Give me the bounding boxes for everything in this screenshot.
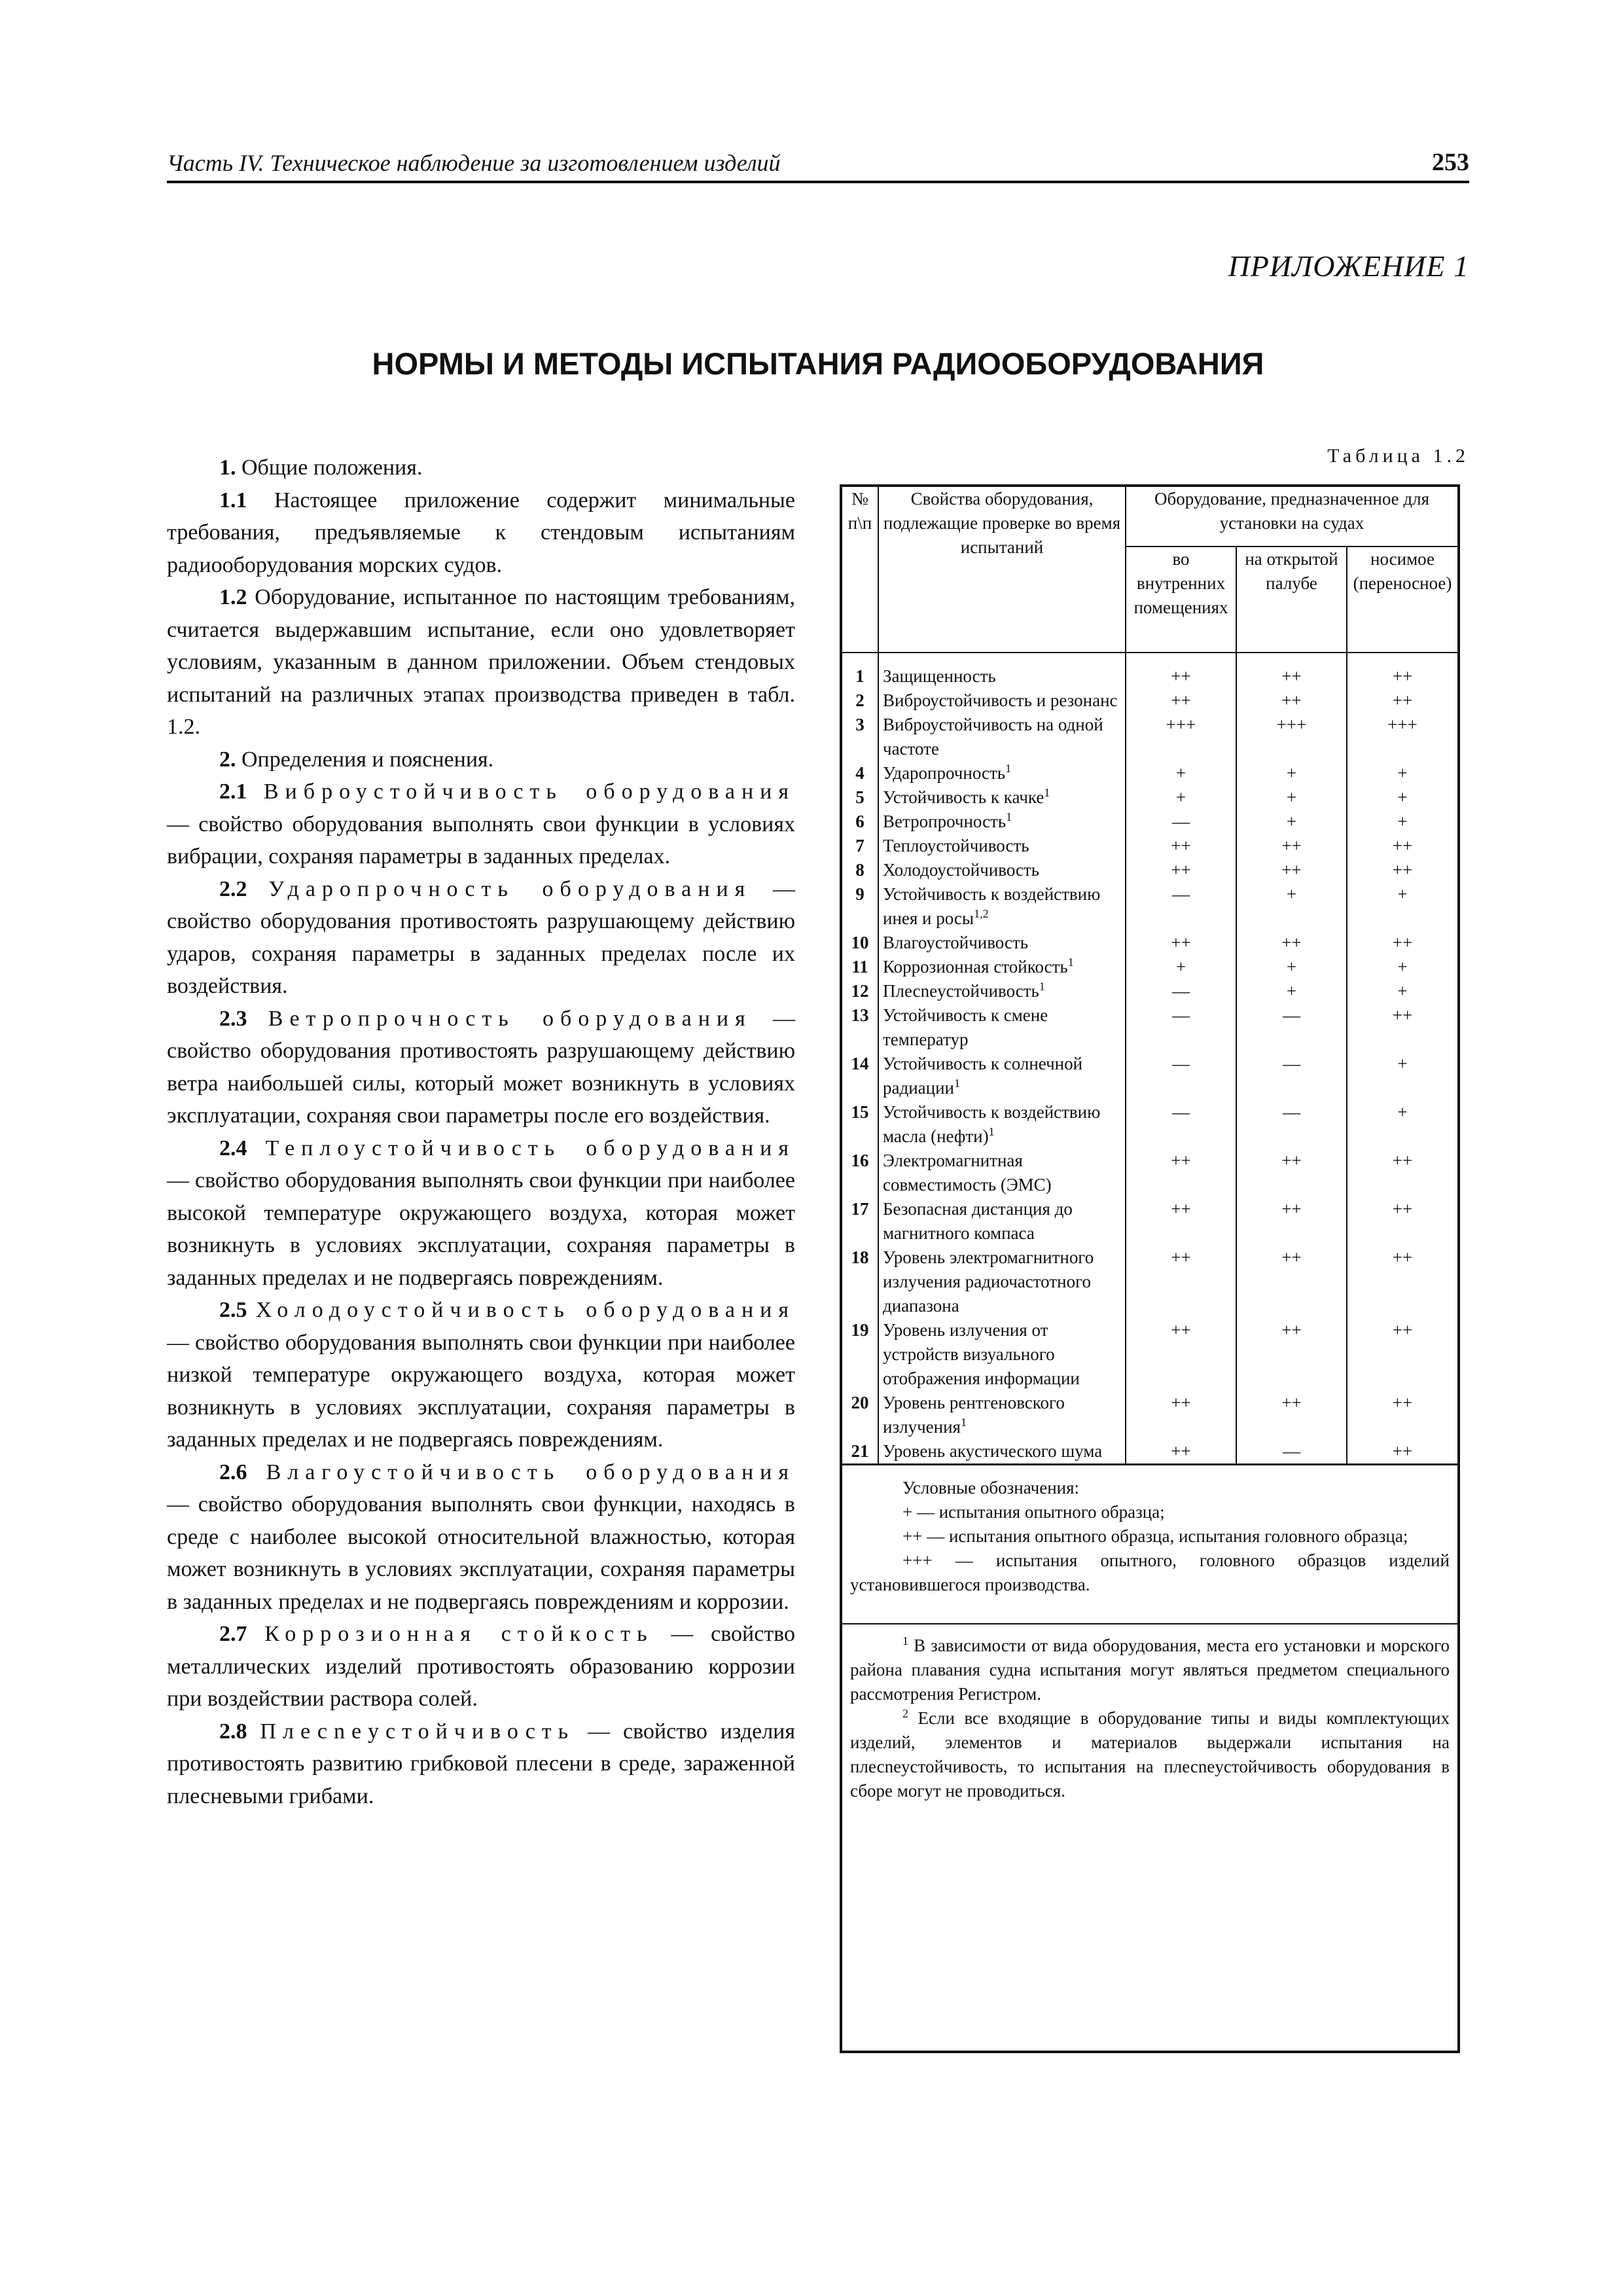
definition <box>167 1715 795 1813</box>
paragraph-number: 1.2 <box>219 585 247 609</box>
paragraph-number: 2.5 <box>219 1298 247 1322</box>
legend-title: Условные обозначения: <box>902 1478 1080 1498</box>
table-row <box>842 834 1457 858</box>
table-row <box>842 810 1457 834</box>
table-row <box>842 882 1457 931</box>
property-name: Ветропрочность <box>883 812 1007 831</box>
row-property <box>878 834 1126 858</box>
property-name: Ударопрочность <box>883 763 1006 783</box>
defined-term: Холодоустойчивость оборудования <box>255 1298 795 1322</box>
page-title: НОРМЫ И МЕТОДЫ ИСПЫТАНИЯ РАДИООБОРУДОВАНИЯ <box>372 346 1264 381</box>
mark-portable: ++ <box>1347 931 1457 955</box>
property-name: Устойчивость к солнечной радиации <box>883 1054 1083 1098</box>
legend <box>842 1463 1457 1597</box>
footnote-1 <box>850 1634 1450 1706</box>
table-row <box>842 1246 1457 1318</box>
section-2-heading <box>167 744 795 776</box>
mark-inside: + <box>1175 763 1186 783</box>
footnote-text: В зависимости от вида оборудования, места его установки и морского района плавания судна испытания могут являться предметом специального рассмотрения Регистром. <box>850 1636 1450 1704</box>
norms-table-frame <box>840 484 1460 2053</box>
table-row <box>842 761 1457 785</box>
defined-term: Виброустойчивость оборудования <box>263 780 795 804</box>
footnote-ref: 1,2 <box>974 907 989 920</box>
table-row <box>842 713 1457 761</box>
mark-open-deck: ++ <box>1236 1318 1347 1391</box>
property-name: Виброустойчивость и резонанс <box>883 691 1118 710</box>
property-name: Безопасная дистанция до магнитного компаса <box>883 1199 1073 1243</box>
text-column <box>167 452 795 1812</box>
mark-inside: ++ <box>1171 1393 1191 1412</box>
mark-open-deck: ++ <box>1236 689 1347 713</box>
row-property <box>878 931 1126 955</box>
mark-portable: ++ <box>1347 1149 1457 1197</box>
header-property: Свойства оборудования, подлежащие проверке во время испытаний <box>878 487 1126 653</box>
mark-portable: ++ <box>1347 1246 1457 1318</box>
mark-inside: ++ <box>1171 836 1191 855</box>
row-number: 7 <box>842 834 878 858</box>
norms-table <box>842 487 1457 1463</box>
property-name: Холодоустойчивость <box>883 860 1040 880</box>
footnote-2 <box>850 1706 1450 1803</box>
mark-portable: ++ <box>1347 1391 1457 1439</box>
header-number: № п\п <box>842 487 878 653</box>
paragraph-number: 2.6 <box>219 1460 247 1484</box>
row-property <box>878 810 1126 834</box>
mark-portable: ++ <box>1347 689 1457 713</box>
definition <box>167 776 795 873</box>
row-number: 15 <box>842 1100 878 1149</box>
table-caption: Таблица 1.2 <box>1327 445 1469 467</box>
defined-term: Ударопрочность оборудования <box>268 876 752 901</box>
row-property <box>878 1197 1126 1246</box>
mark-portable: + <box>1347 1052 1457 1100</box>
legend-item: +++ — испытания опытного, головного образцов изделий установившегося производства. <box>850 1551 1450 1594</box>
row-number: 10 <box>842 931 878 955</box>
property-name: Теплоустойчивость <box>883 836 1029 855</box>
mark-inside: ++ <box>1171 860 1191 880</box>
defined-term: Плесneустойчивость <box>260 1719 575 1744</box>
defined-term: Влагоустойчивость оборудования <box>266 1460 796 1484</box>
footnote-ref: 1 <box>1006 810 1012 823</box>
definition-text: — свойство оборудования выполнять свои функции в условиях вибрации, сохраняя параметры в заданных пределах. <box>167 812 795 869</box>
mark-open-deck: ++ <box>1236 1149 1347 1197</box>
footnote-mark: 2 <box>902 1707 908 1720</box>
property-name: Уровень рентгеновского излучения <box>883 1393 1065 1437</box>
page-header <box>167 143 1469 183</box>
mark-inside: ++ <box>1171 933 1191 952</box>
header-inside: во внутренних помещениях <box>1126 547 1236 653</box>
row-property <box>878 1439 1126 1463</box>
mark-inside: ++ <box>1171 1320 1191 1340</box>
footnote-mark: 1 <box>902 1634 908 1647</box>
definition-text: — свойство оборудования противостоять разрушающему действию ударов, сохраняя параметры в заданных пределах после их воздействия. <box>167 876 795 998</box>
property-name: Коррозионная стойкость <box>883 957 1068 977</box>
paragraph <box>167 581 795 744</box>
property-name: Плесneустойчивость <box>883 981 1039 1001</box>
mark-portable: + <box>1347 810 1457 834</box>
paragraph-number: 2.8 <box>219 1719 247 1744</box>
mark-open-deck: ++ <box>1236 1391 1347 1439</box>
mark-inside: ++ <box>1171 1151 1191 1170</box>
table-row <box>842 1197 1457 1246</box>
table-row <box>842 664 1457 689</box>
row-number: 20 <box>842 1391 878 1439</box>
paragraph-number: 2.4 <box>219 1136 247 1160</box>
paragraph-number: 2.7 <box>219 1622 247 1646</box>
mark-open-deck: ++ <box>1236 931 1347 955</box>
mark-portable: ++ <box>1347 1439 1457 1463</box>
row-property <box>878 761 1126 785</box>
row-property <box>878 1391 1126 1439</box>
footnote-ref: 1 <box>954 1077 961 1090</box>
row-property <box>878 1003 1126 1052</box>
paragraph-number: 1.1 <box>219 488 247 512</box>
table-row <box>842 1439 1457 1463</box>
table-row <box>842 1100 1457 1149</box>
row-number: 1 <box>842 664 878 689</box>
paragraph-text: Оборудование, испытанное по настоящим требованиям, считается выдержавшим испытание, если оно удовлетворяет условиям, указанным в данном приложении. Объем стендовых испытаний на различных этапах производства приведен в табл. 1.2. <box>167 585 795 739</box>
footnote-ref: 1 <box>1005 762 1012 775</box>
table-row <box>842 1318 1457 1391</box>
legend-item: + — испытания опытного образца; <box>902 1502 1165 1522</box>
mark-inside: — <box>1172 981 1190 1001</box>
row-number: 5 <box>842 785 878 810</box>
mark-open-deck: ++ <box>1236 1197 1347 1246</box>
mark-inside: — <box>1172 1054 1190 1073</box>
footnote-ref: 1 <box>1067 956 1074 969</box>
mark-open-deck: + <box>1236 979 1347 1003</box>
mark-portable: + <box>1347 761 1457 785</box>
table-row <box>842 1149 1457 1197</box>
mark-open-deck: +++ <box>1236 713 1347 761</box>
row-property <box>878 979 1126 1003</box>
mark-inside: + <box>1175 957 1186 977</box>
mark-open-deck: — <box>1236 1439 1347 1463</box>
row-number: 19 <box>842 1318 878 1391</box>
mark-inside: ++ <box>1171 691 1191 710</box>
mark-open-deck: — <box>1236 1100 1347 1149</box>
header-open-deck: на открытой палубе <box>1236 547 1347 653</box>
mark-portable: ++ <box>1347 858 1457 882</box>
property-name: Уровень акустического шума <box>883 1441 1103 1461</box>
footnotes <box>842 1623 1457 1803</box>
row-property <box>878 1246 1126 1318</box>
mark-portable: + <box>1347 955 1457 979</box>
mark-portable: + <box>1347 1100 1457 1149</box>
row-number: 3 <box>842 713 878 761</box>
row-number: 18 <box>842 1246 878 1318</box>
row-number: 12 <box>842 979 878 1003</box>
table-row <box>842 931 1457 955</box>
definition-text: — свойство оборудования противостоять разрушающему действию ветра наибольшей силы, который может возникнуть в условиях эксплуатации, сохраняя свои параметры после его воздействия. <box>167 1006 796 1128</box>
footnote-ref: 1 <box>988 1125 995 1138</box>
row-number: 2 <box>842 689 878 713</box>
mark-open-deck: + <box>1236 785 1347 810</box>
definition <box>167 1294 795 1456</box>
table-row <box>842 1391 1457 1439</box>
mark-open-deck: — <box>1236 1003 1347 1052</box>
mark-portable: + <box>1347 785 1457 810</box>
mark-open-deck: ++ <box>1236 664 1347 689</box>
table-row <box>842 689 1457 713</box>
row-property <box>878 1149 1126 1197</box>
row-property <box>878 1052 1126 1100</box>
mark-open-deck: ++ <box>1236 858 1347 882</box>
norms-table-body <box>842 664 1457 1463</box>
mark-inside: +++ <box>1166 715 1196 734</box>
mark-open-deck: ++ <box>1236 1246 1347 1318</box>
page-number: 253 <box>1432 149 1469 176</box>
table-row <box>842 858 1457 882</box>
row-number: 9 <box>842 882 878 931</box>
mark-portable: + <box>1347 882 1457 931</box>
definition <box>167 873 795 1003</box>
row-number: 21 <box>842 1439 878 1463</box>
property-name: Защищенность <box>883 666 996 686</box>
mark-inside: ++ <box>1171 666 1191 686</box>
mark-portable: +++ <box>1347 713 1457 761</box>
paragraph-number: 2.2 <box>219 876 247 901</box>
appendix-label: ПРИЛОЖЕНИЕ 1 <box>1228 249 1469 283</box>
property-name: Устойчивость к смене температур <box>883 1005 1048 1049</box>
footnote-ref: 1 <box>960 1416 967 1429</box>
mark-open-deck: + <box>1236 761 1347 785</box>
row-property <box>878 858 1126 882</box>
definition <box>167 1132 795 1295</box>
section-number: 1. <box>219 456 236 480</box>
mark-portable: ++ <box>1347 1197 1457 1246</box>
definition-text: — свойство оборудования выполнять свои функции, находясь в среде с наиболее высокой относительной влажностью, которая может возникнуть в условиях эксплуатации, сохраняя параметры в заданных пределах и не подвергаясь повреждениям и коррозии. <box>167 1492 795 1614</box>
table-row <box>842 1003 1457 1052</box>
paragraph <box>167 484 795 582</box>
mark-open-deck: + <box>1236 882 1347 931</box>
defined-term: Теплоустойчивость оборудования <box>265 1136 795 1160</box>
row-property <box>878 955 1126 979</box>
mark-inside: — <box>1172 1005 1190 1025</box>
table-row <box>842 979 1457 1003</box>
header-equipment-group: Оборудование, предназначенное для установки на судах <box>1126 487 1457 547</box>
property-name: Устойчивость к качке <box>883 787 1044 807</box>
row-property <box>878 713 1126 761</box>
row-number: 11 <box>842 955 878 979</box>
mark-inside: ++ <box>1171 1199 1191 1219</box>
section-1-heading <box>167 452 795 484</box>
legend-item: ++ — испытания опытного образца, испытания головного образца; <box>902 1526 1408 1546</box>
definition <box>167 1003 795 1132</box>
definition <box>167 1618 795 1715</box>
mark-inside: ++ <box>1171 1441 1191 1461</box>
table-row <box>842 1052 1457 1100</box>
defined-term: Коррозионная стойкость <box>264 1622 654 1646</box>
paragraph-text: Настоящее приложение содержит минимальные требования, предъявляемые к стендовым испытаниям радиооборудования морских судов. <box>167 488 795 577</box>
property-name: Уровень излучения от устройств визуального отображения информации <box>883 1320 1080 1388</box>
row-number: 8 <box>842 858 878 882</box>
paragraph-number: 2.3 <box>219 1006 247 1031</box>
footnote-ref: 1 <box>1044 786 1050 799</box>
mark-inside: — <box>1172 1102 1190 1122</box>
mark-open-deck: — <box>1236 1052 1347 1100</box>
row-property <box>878 785 1126 810</box>
mark-open-deck: + <box>1236 955 1347 979</box>
table-row <box>842 955 1457 979</box>
mark-inside: — <box>1172 884 1190 904</box>
mark-open-deck: + <box>1236 810 1347 834</box>
paragraph-number: 2.1 <box>219 780 247 804</box>
mark-inside: — <box>1172 812 1190 831</box>
row-number: 13 <box>842 1003 878 1052</box>
row-number: 6 <box>842 810 878 834</box>
footnote-ref: 1 <box>1039 980 1045 993</box>
mark-inside: ++ <box>1171 1247 1191 1267</box>
definition-text: — свойство металлических изделий противостоять образованию коррозии при воздействии раствора солей. <box>167 1622 796 1711</box>
mark-inside: + <box>1175 787 1186 807</box>
running-title: Часть IV. Техническое наблюдение за изготовлением изделий <box>167 150 781 176</box>
mark-portable: ++ <box>1347 664 1457 689</box>
row-number: 14 <box>842 1052 878 1100</box>
footnote-text: Если все входящие в оборудование типы и виды комплектующих изделий, элементов и материалов выдержали испытания на плесneустойчивость, то испытания на плесneустойчивость оборудования в сборе могут не проводиться. <box>850 1708 1450 1801</box>
row-property <box>878 1100 1126 1149</box>
row-property <box>878 1318 1126 1391</box>
mark-portable: + <box>1347 979 1457 1003</box>
property-name: Устойчивость к воздействию масла (нефти) <box>883 1102 1101 1146</box>
property-name: Устойчивость к воздействию инея и росы <box>883 884 1101 928</box>
section-number: 2. <box>219 747 236 772</box>
property-name: Уровень электромагнитного излучения радиочастотного диапазона <box>883 1247 1094 1316</box>
row-number: 16 <box>842 1149 878 1197</box>
row-property <box>878 882 1126 931</box>
mark-open-deck: ++ <box>1236 834 1347 858</box>
mark-portable: ++ <box>1347 834 1457 858</box>
definition-text: — свойство оборудования выполнять свои функции при наиболее низкой температуре окружающего воздуха, которая может возникнуть в условиях эксплуатации, сохраняя параметры в заданных пределах и не подвергаясь повреждениям. <box>167 1330 795 1452</box>
definition <box>167 1456 795 1619</box>
property-name: Влагоустойчивость <box>883 933 1029 952</box>
defined-term: Ветропрочность оборудования <box>268 1006 752 1031</box>
row-number: 17 <box>842 1197 878 1246</box>
section-title: Общие положения. <box>241 456 423 480</box>
row-property <box>878 664 1126 689</box>
header-portable: носимое (переносное) <box>1347 547 1457 653</box>
row-number: 4 <box>842 761 878 785</box>
definition-text: — свойство оборудования выполнять свои функции при наиболее высокой температуре окружающего воздуха, которая может возникнуть в условиях эксплуатации, сохраняя параметры в заданных пределах и не подвергаясь повреждениям. <box>167 1168 795 1290</box>
definition-text: — свойство изделия противостоять развитию грибковой плесени в среде, зараженной плесневыми грибами. <box>167 1719 796 1808</box>
property-name: Электромагнитная совместимость (ЭМС) <box>883 1151 1052 1194</box>
mark-portable: ++ <box>1347 1003 1457 1052</box>
row-property <box>878 689 1126 713</box>
mark-portable: ++ <box>1347 1318 1457 1391</box>
property-name: Виброустойчивость на одной частоте <box>883 715 1103 759</box>
section-title: Определения и пояснения. <box>241 747 494 772</box>
table-row <box>842 785 1457 810</box>
